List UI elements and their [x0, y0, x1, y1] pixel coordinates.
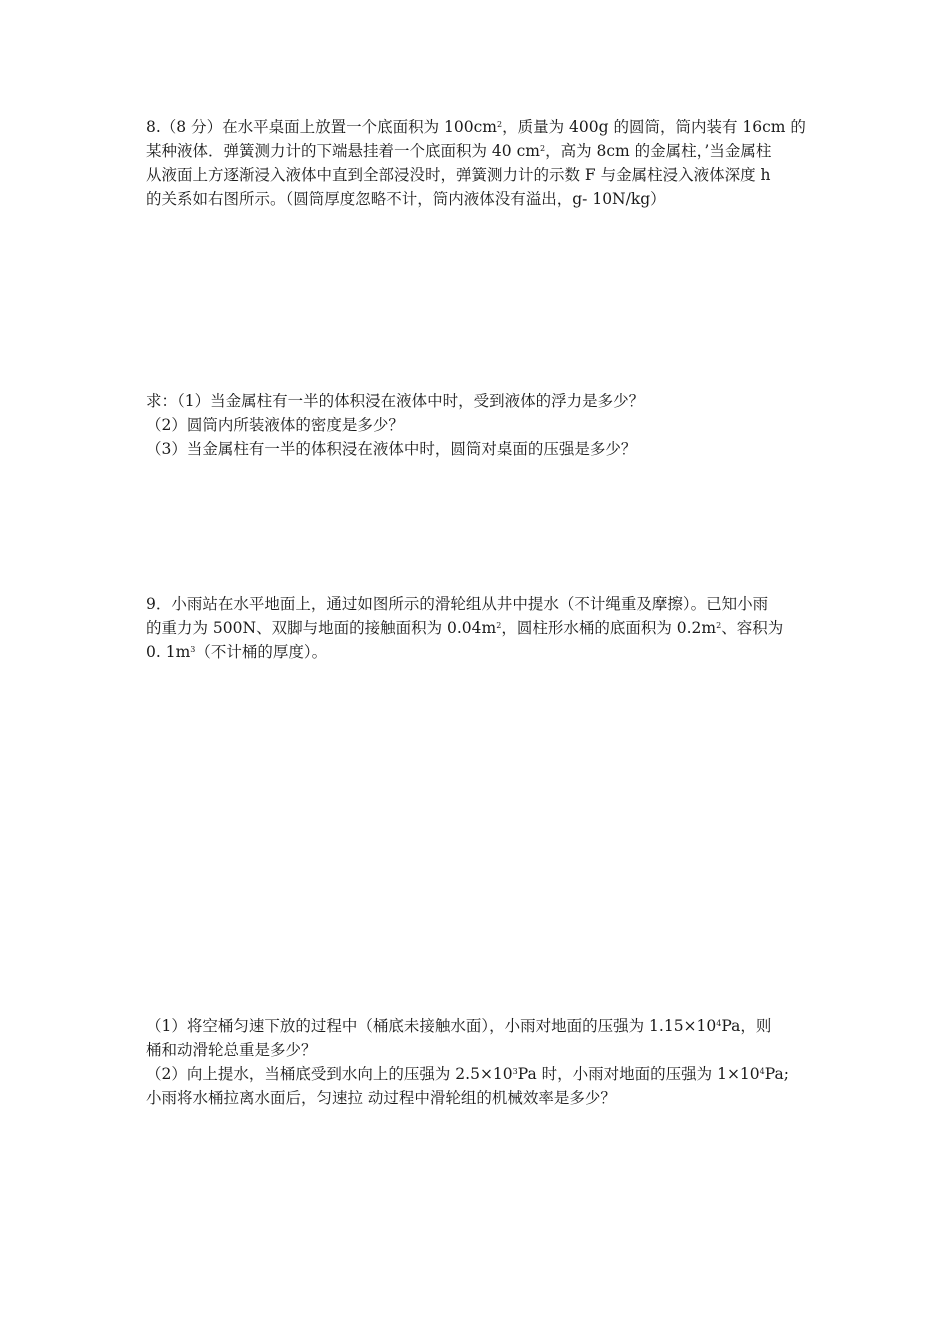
q9-line-3: 0. $1m^3$（不计桶的厚度）。 [146, 643, 328, 661]
question-8-statement [146, 115, 816, 211]
question-9-statement [146, 592, 816, 664]
question-9-subquestions [146, 1014, 816, 1110]
q9-subquestion-1-line-2: 桶和动滑轮总重是多少？ [146, 1041, 317, 1059]
q9-line-2: 的重力为 500N、双脚与地面的接触面积为 $0.04m^2$，圆柱形水桶的底面积为 $0.2m^2$、容积为 [146, 619, 784, 637]
q8-line-3: 从液面上方逐渐浸入液体中直到全部浸没时，弹簧测力计的示数 F 与金属柱浸入液体深度 h [146, 166, 771, 184]
q8-subquestion-1: 求：（1）当金属柱有一半的体积浸在液体中时，受到液体的浮力是多少？ [146, 392, 645, 410]
q8-line-1: 8.（8 分）在水平桌面上放置一个底面积为 $100cm^2$，质量为 400g 的圆筒，筒内装有 16cm 的 [146, 118, 806, 136]
q9-subquestion-1-line-1: （1）将空桶匀速下放的过程中（桶底未接触水面），小雨对地面的压强为 $1.15\times 10^4Pa$，则 [146, 1017, 772, 1035]
q8-subquestion-2: （2）圆筒内所装液体的密度是多少？ [146, 416, 404, 434]
q9-line-1: 9．小雨站在水平地面上，通过如图所示的滑轮组从井中提水（不计绳重及摩擦）。已知小雨 [146, 595, 769, 613]
question-8-subquestions [146, 389, 816, 461]
q8-line-2: 某种液体．弹簧测力计的下端悬挂着一个底面积为 40 $cm^2$，高为 8cm 的金属柱，’当金属柱 [146, 142, 772, 160]
q8-subquestion-3: （3）当金属柱有一半的体积浸在液体中时，圆筒对桌面的压强是多少？ [146, 440, 637, 458]
q9-subquestion-2-line-2: 小雨将水桶拉离水面后，匀速拉 动过程中滑轮组的机械效率是多少？ [146, 1089, 616, 1107]
q8-line-4: 的关系如右图所示。（圆筒厚度忽略不计，筒内液体没有溢出，g- 10N/kg） [146, 190, 666, 208]
q9-subquestion-2-line-1: （2）向上提水，当桶底受到水向上的压强为 $2.5\times 10^3Pa$ 时，小雨对地面的压强为 $1\times 10^4Pa$; [146, 1065, 789, 1083]
